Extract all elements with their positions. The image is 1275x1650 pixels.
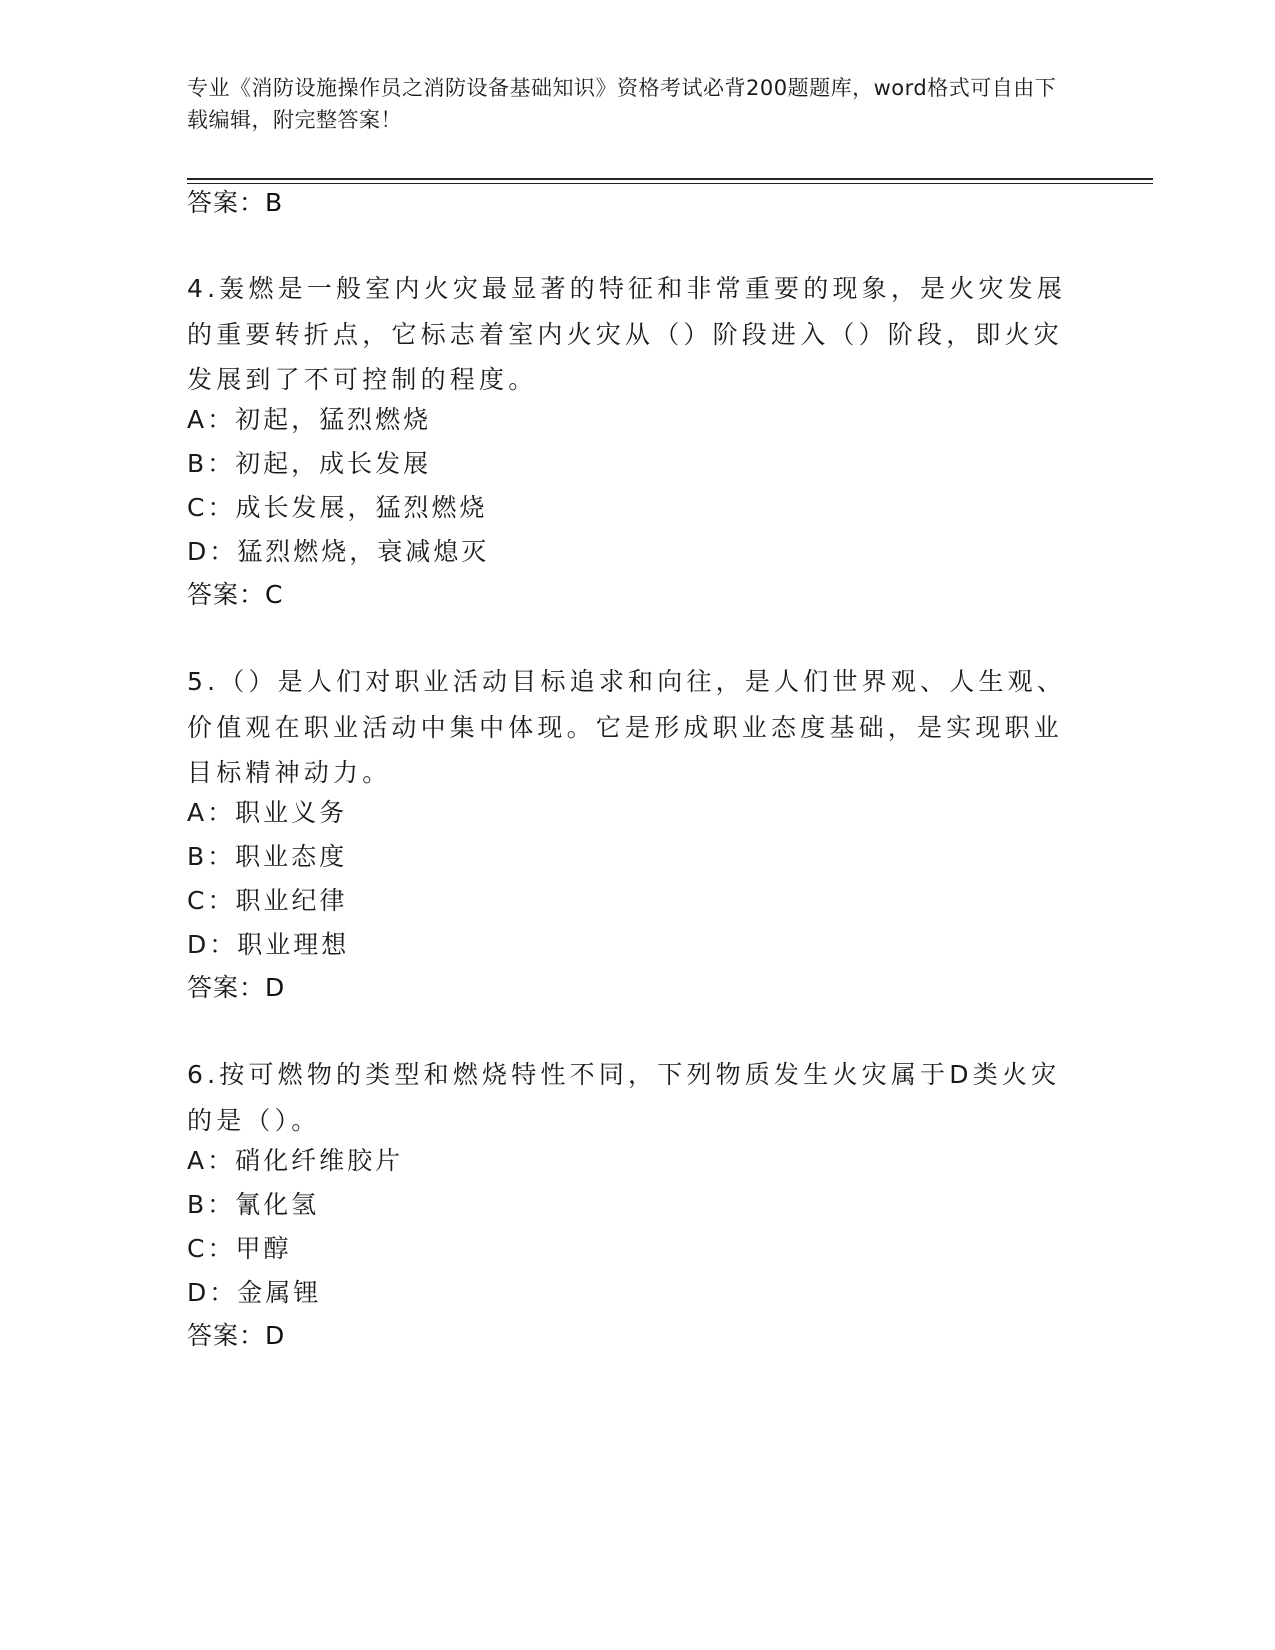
question-6-option-a: A：硝化纤维胶片 [187,1146,404,1175]
question-5-option-d: D：职业理想 [187,930,350,959]
question-4-option-b: B：初起，成长发展 [187,449,432,478]
question-4-answer: 答案：C [187,580,284,609]
question-5-stem: 5.（）是人们对职业活动目标追求和向往，是人们世界观、人生观、价值观在职业活动中集中体现。它是形成职业态度基础，是实现职业目标精神动力。 [187,667,1067,787]
question-4-option-d: D：猛烈燃烧，衰减熄灭 [187,537,490,566]
question-4-option-a: A：初起，猛烈燃烧 [187,405,432,434]
question-5-option-b: B：职业态度 [187,842,348,871]
header-divider-thin [187,183,1153,184]
question-6-answer: 答案：D [187,1321,286,1350]
question-6-option-b: B：氰化氢 [187,1190,320,1219]
document-header: 专业《消防设施操作员之消防设备基础知识》资格考试必背200题题库，word格式可自由下载编辑，附完整答案！ [187,76,1057,132]
question-6-stem: 6.按可燃物的类型和燃烧特性不同，下列物质发生火灾属于D类火灾的是（）。 [187,1060,1061,1135]
question-6-option-d: D：金属锂 [187,1278,322,1307]
question-4-stem: 4.轰燃是一般室内火灾最显著的特征和非常重要的现象，是火灾发展的重要转折点，它标志着室内火灾从（）阶段进入（）阶段，即火灾发展到了不可控制的程度。 [187,274,1067,394]
header-divider-thick [187,178,1153,180]
question-5-answer: 答案：D [187,973,286,1002]
question-5-option-a: A：职业义务 [187,798,348,827]
question-5-option-c: C：职业纪律 [187,886,348,915]
question-4-option-c: C：成长发展，猛烈燃烧 [187,493,488,522]
previous-answer: 答案：B [187,188,284,217]
question-6-option-c: C：甲醇 [187,1234,292,1263]
